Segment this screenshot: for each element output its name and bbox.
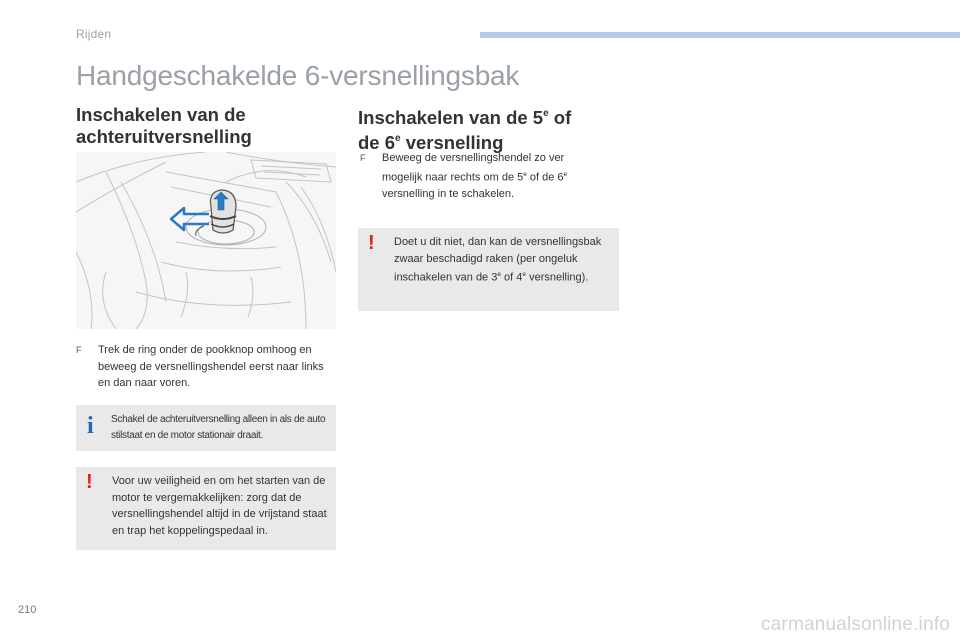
info-note-text: Schakel de achteruitversnelling alleen in als de auto stilstaat en de motor stationair draait.: [111, 414, 326, 441]
bullet-icon: F: [76, 345, 82, 355]
heading-reverse-line1: Inschakelen van de: [76, 104, 246, 125]
heading-gear-sup-1: e: [543, 108, 549, 119]
warning-icon: !: [86, 471, 93, 493]
page-number: 210: [18, 604, 37, 616]
heading-5th-6th-gear: [358, 104, 628, 154]
reverse-instruction-text: Trek de ring onder de pookknop omhoog en beweeg de versnellingshendel eerst naar links en dan naar voren.: [98, 344, 324, 389]
heading-gear-part-b: of: [548, 107, 572, 129]
gear-lever-drawing: [76, 152, 336, 329]
section-label: Rijden: [76, 27, 112, 41]
heading-gear-part-c: de 6: [358, 132, 396, 154]
warn-part-b: of 4: [500, 271, 523, 284]
gear-5-6-instruction-text: [382, 150, 592, 202]
instr-part-a: Beweeg de versnellingshendel zo ver mogelijk naar rechts om de 5: [382, 152, 565, 184]
instr-part-b: of de 6: [526, 171, 564, 184]
warn-part-a: Doet u dit niet, dan kan de versnellingsbak zwaar beschadigd raken (per ongeluk inschakelen van de 3: [394, 236, 602, 284]
heading-gear-part-d: versnelling: [400, 132, 504, 154]
heading-reverse-line2: achteruitversnelling: [76, 126, 252, 147]
info-note: [76, 405, 336, 451]
bullet-icon: F: [360, 153, 366, 163]
section-accent-bar: [480, 32, 960, 38]
heading-reverse-gear: [76, 104, 336, 148]
gear-5-6-instruction: [360, 150, 592, 202]
gearbox-damage-warning: [358, 228, 619, 311]
watermark: carmanualsonline.info: [760, 614, 950, 635]
gear-lever-illustration: [76, 152, 336, 329]
gearbox-warning-text: [394, 234, 609, 286]
instr-part-c: versnelling in te schakelen.: [382, 187, 515, 200]
heading-gear-sup-2: e: [395, 133, 401, 145]
warn-sup-2: e: [522, 271, 527, 278]
instr-sup-2: e: [563, 170, 568, 178]
info-icon: i: [87, 413, 94, 439]
warn-sup-1: e: [497, 271, 501, 278]
page-title: Handgeschakelde 6-versnellingsbak: [76, 60, 520, 91]
safety-warning-note: [76, 467, 336, 550]
warning-icon: !: [368, 232, 375, 254]
heading-gear-part-a: Inschakelen van de 5: [358, 107, 544, 129]
reverse-gear-instruction: [76, 342, 326, 392]
instr-sup-1: e: [523, 170, 527, 178]
safety-warning-text: Voor uw veiligheid en om het starten van de motor te vergemakkelijken: zorg dat de versnellingshendel altijd in de vrijstand staat en trap het koppelingspedaal in.: [112, 475, 327, 537]
warn-part-c: versnelling).: [526, 271, 589, 284]
